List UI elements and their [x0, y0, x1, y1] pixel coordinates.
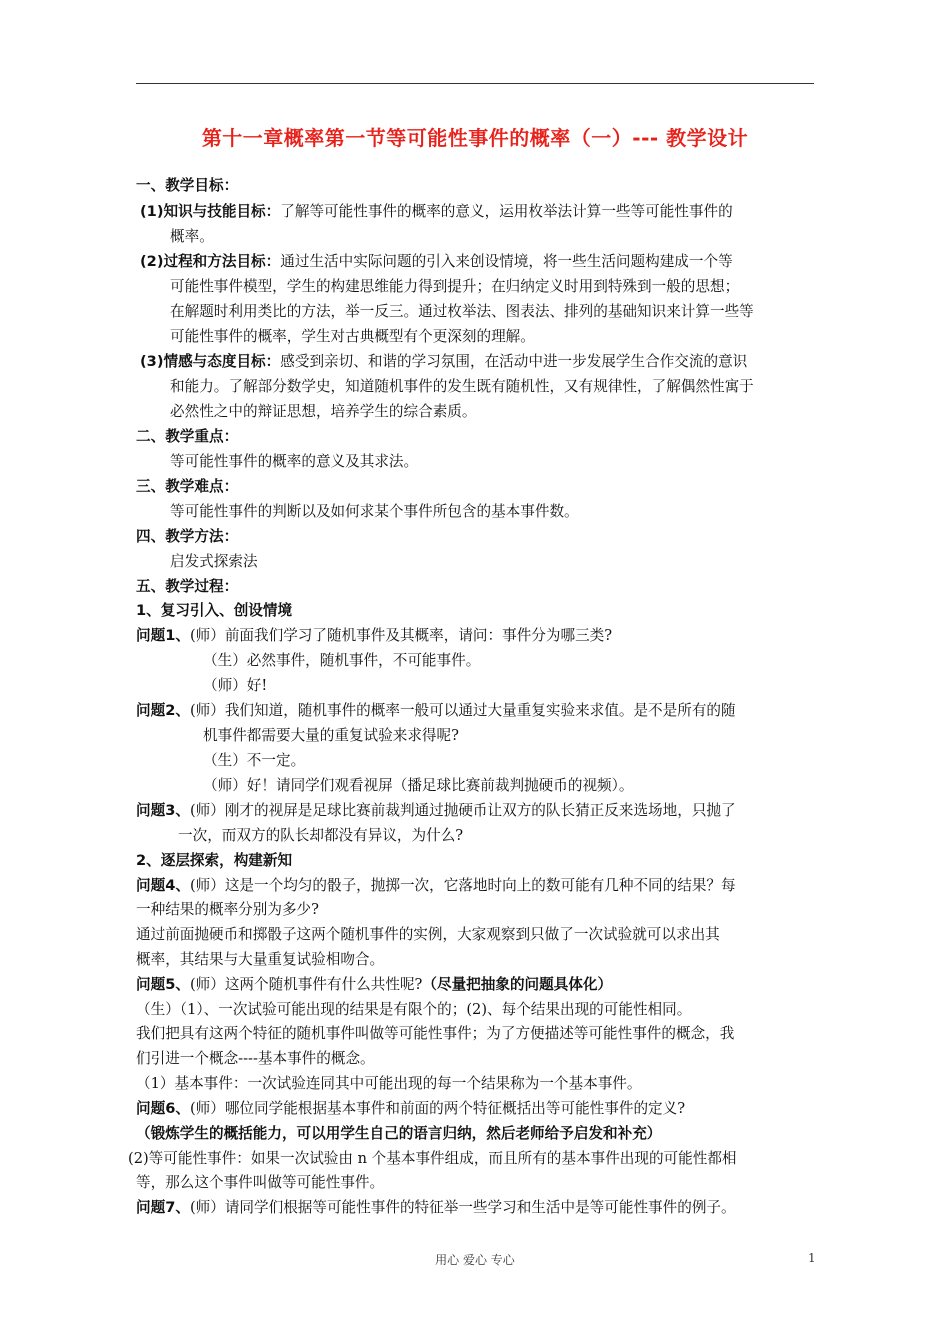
question-text: (师）这两个随机事件有什么共性呢?	[189, 976, 423, 993]
text-line: 必然性之中的辩证思想，培养学生的综合素质。	[170, 403, 477, 420]
question-text: (师）请同学们根据等可能性事件的特征举一些学习和生活中是等可能性事件的例子。	[189, 1199, 736, 1216]
question-text: (师）我们知道，随机事件的概率一般可以通过大量重复实验来求值。是不是所有的随	[189, 702, 736, 719]
subsection-heading: 2、逐层探索，构建新知	[136, 852, 293, 869]
paragraph-line: 通过前面抛硬币和掷骰子这两个随机事件的实例，大家观察到只做了一次试验就可以求出其	[136, 926, 720, 943]
question-5	[136, 975, 612, 995]
answer-line: （生）必然事件，随机事件，不可能事件。	[203, 652, 481, 669]
question-label: 问题3、	[136, 802, 190, 819]
question-label: 问题7、	[136, 1199, 190, 1216]
question-text: (师）这是一个均匀的骰子，抛掷一次，它落地时向上的数可能有几种不同的结果？每	[189, 877, 736, 894]
question-text: (师）哪位同学能根据基本事件和前面的两个特征概括出等可能性事件的定义?	[189, 1100, 686, 1117]
section-heading-key-point: 二、教学重点：	[136, 428, 239, 445]
objective-text: 了解等可能性事件的概率的意义，运用枚举法计算一些等可能性事件的	[280, 203, 733, 220]
paragraph-line: 我们把具有这两个特征的随机事件叫做等可能性事件；为了方便描述等可能性事件的概念，我	[136, 1025, 735, 1042]
text-line: 一次，而双方的队长却都没有异议，为什么?	[178, 827, 464, 844]
answer-line: （师）好!	[203, 677, 268, 694]
definition-line: （1）基本事件：一次试验连同其中可能出现的每一个结果称为一个基本事件。	[136, 1075, 642, 1092]
text-line: 概率。	[170, 228, 214, 245]
question-1	[136, 626, 612, 646]
objective-knowledge	[140, 202, 733, 222]
text-line: 可能性事件模型，学生的构建思维能力得到提升；在归纳定义时用到特殊到一般的思想；	[170, 278, 740, 295]
section-heading-objectives: 一、教学目标：	[136, 177, 239, 194]
objective-text: 感受到亲切、和谐的学习氛围，在活动中进一步发展学生合作交流的意识	[280, 353, 748, 370]
question-label: 问题5、	[136, 976, 190, 993]
answer-line: （生）不一定。	[203, 752, 306, 769]
teaching-note: （锻炼学生的概括能力，可以用学生自己的语言归纳，然后老师给予启发和补充）	[136, 1125, 662, 1142]
question-label: 问题2、	[136, 702, 190, 719]
paragraph-line: 们引进一个概念----基本事件的概念。	[136, 1050, 375, 1067]
definition-line: 等，那么这个事件叫做等可能性事件。	[136, 1174, 385, 1191]
page-number: 1	[808, 1251, 816, 1265]
section-heading-difficulty: 三、教学难点：	[136, 478, 239, 495]
objective-process	[140, 252, 733, 272]
document-title: 第十一章概率第一节等可能性事件的概率（一）--- 教学设计	[201, 126, 749, 150]
answer-line: （生）（1）、一次试验可能出现的结果是有限个的；(2)、每个结果出现的可能性相同。	[136, 1001, 692, 1018]
objective-text: 通过生活中实际问题的引入来创设情境，将一些生活问题构建成一个等	[280, 253, 733, 270]
subsection-heading: 1、复习引入、创设情境	[136, 602, 293, 619]
objective-label: (2)过程和方法目标：	[140, 253, 281, 270]
text-line: 机事件都需要大量的重复试验来求得呢?	[203, 727, 459, 744]
question-7	[136, 1198, 736, 1218]
answer-line: （师）好！请同学们观看视屏（播足球比赛前裁判抛硬币的视频）。	[203, 777, 634, 794]
question-6	[136, 1099, 685, 1119]
text-line: 和能力。了解部分数学史，知道随机事件的发生既有随机性，又有规律性，了解偶然性寓于	[170, 378, 754, 395]
difficulty-text: 等可能性事件的判断以及如何求某个事件所包含的基本事件数。	[170, 503, 579, 520]
header-rule	[136, 83, 814, 84]
section-heading-method: 四、教学方法：	[136, 528, 239, 545]
question-text: (师）前面我们学习了随机事件及其概率，请问：事件分为哪三类?	[189, 627, 613, 644]
paragraph-line: 概率，其结果与大量重复试验相吻合。	[136, 951, 385, 968]
question-4	[136, 876, 736, 896]
teaching-note: （尽量把抽象的问题具体化）	[422, 976, 613, 993]
text-line: 可能性事件的概率，学生对古典概型有个更深刻的理解。	[170, 328, 535, 345]
question-3	[136, 801, 736, 821]
objective-emotion	[140, 352, 747, 372]
method-text: 启发式探索法	[170, 553, 258, 570]
text-line: 一种结果的概率分别为多少?	[136, 901, 319, 918]
key-point-text: 等可能性事件的概率的意义及其求法。	[170, 453, 419, 470]
objective-label: (1)知识与技能目标：	[140, 203, 281, 220]
page-footer: 用心 爱心 专心	[435, 1253, 515, 1267]
text-line: 在解题时利用类比的方法，举一反三。通过枚举法、图表法、排列的基础知识来计算一些等	[170, 303, 754, 320]
objective-label: (3)情感与态度目标：	[140, 353, 281, 370]
question-label: 问题1、	[136, 627, 190, 644]
definition-line: (2)等可能性事件：如果一次试验由 n 个基本事件组成，而且所有的基本事件出现的可能性都相	[128, 1150, 737, 1167]
section-heading-process: 五、教学过程：	[136, 578, 239, 595]
question-2	[136, 701, 736, 721]
question-label: 问题6、	[136, 1100, 190, 1117]
question-text: (师）刚才的视屏是足球比赛前裁判通过抛硬币让双方的队长猜正反来选场地，只抛了	[189, 802, 736, 819]
question-label: 问题4、	[136, 877, 190, 894]
